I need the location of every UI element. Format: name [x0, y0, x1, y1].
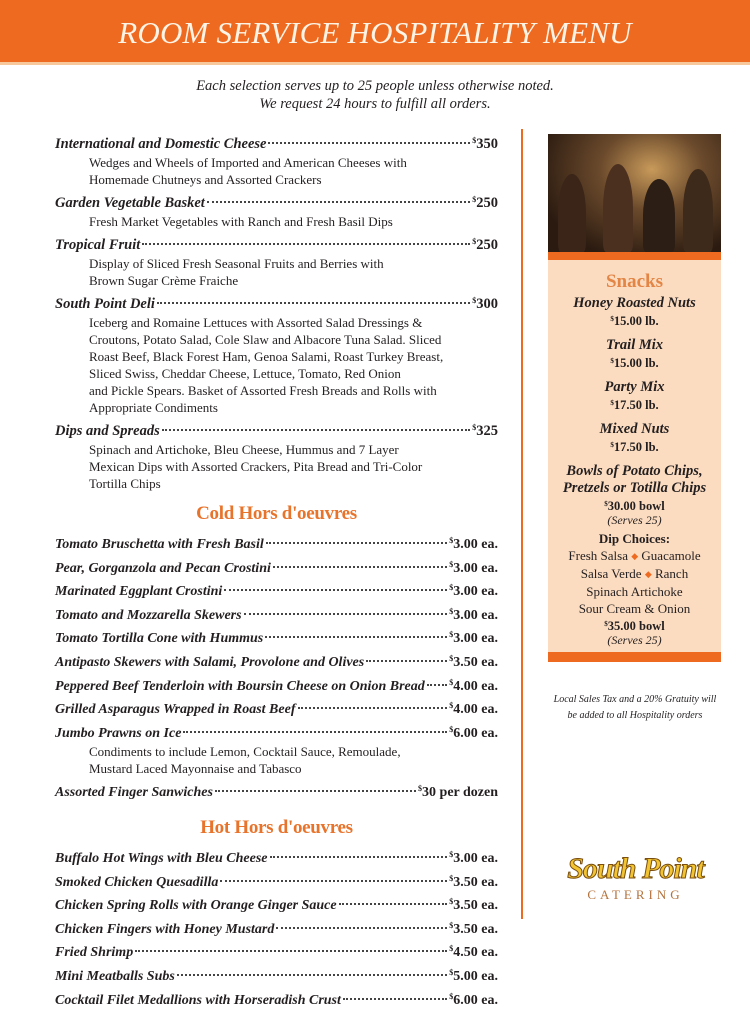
snacks-panel [548, 252, 721, 662]
dot-leader [244, 613, 448, 615]
dip: Guacamole [641, 548, 700, 563]
menu-item [55, 649, 498, 673]
snack-price: $30.00 bowl [548, 497, 721, 513]
menu-left-column [55, 129, 498, 1010]
note-line: Local Sales Tax and a 20% Gratuity will [540, 692, 730, 708]
event-photo [548, 134, 721, 252]
diamond-icon: ◆ [631, 551, 638, 561]
dot-leader [135, 950, 447, 952]
snack-name: Bowls of Potato Chips, [548, 463, 721, 480]
cold-list [55, 531, 498, 803]
item-price: $4.00 ea. [449, 673, 498, 697]
dot-leader [220, 880, 447, 882]
item-name: International and Domestic Cheese [55, 135, 266, 154]
item-description [55, 154, 498, 188]
description-line: Sliced Swiss, Cheddar Cheese, Lettuce, Tomato, Red Onion [89, 365, 498, 382]
item-name: Marinated Eggplant Crostini [55, 582, 222, 602]
item-name: Tomato Tortilla Cone with Hummus [55, 629, 263, 649]
menu-item [55, 939, 498, 963]
serves-note: (Serves 25) [548, 633, 721, 648]
dip: Sour Cream & Onion [548, 600, 721, 617]
dot-leader [183, 731, 447, 733]
dot-leader [273, 566, 447, 568]
menu-item [55, 916, 498, 940]
dot-leader [339, 903, 448, 905]
description-line: Fresh Market Vegetables with Ranch and Fresh Basil Dips [89, 213, 498, 230]
item-name: Pear, Gorganzola and Pecan Crostini [55, 559, 271, 579]
menu-item [55, 232, 498, 255]
description-line: Condiments to include Lemon, Cocktail Sauce, Remoulade, [89, 743, 498, 760]
price-value: 3.00 ea. [453, 537, 498, 552]
price-value: 250 [476, 195, 498, 211]
menu-item [55, 892, 498, 916]
item-name: Jumbo Prawns on Ice [55, 724, 181, 744]
snack-name: Honey Roasted Nuts [548, 295, 721, 312]
snack-name: Party Mix [548, 379, 721, 396]
price-value: 3.00 ea. [453, 584, 498, 599]
cold-section-title: Cold Hors d'oeuvres [55, 503, 498, 525]
dot-leader [270, 856, 448, 858]
dip: Fresh Salsa [568, 548, 628, 563]
dot-leader [207, 201, 470, 203]
tax-note [540, 692, 730, 724]
intro-line: We request 24 hours to fulfill all orders. [0, 95, 750, 113]
dip-price: $35.00 bowl [548, 617, 721, 633]
dip-title: Dip Choices: [548, 530, 721, 547]
dot-leader [427, 684, 448, 686]
dot-leader [142, 243, 470, 245]
description-line: Appropriate Condiments [89, 399, 498, 416]
dip-line [548, 565, 721, 583]
dot-leader [298, 707, 448, 709]
logo-wordmark: South Point [553, 853, 718, 885]
description-line: Croutons, Potato Salad, Cole Slaw and Albacore Tuna Salad. Sliced [89, 331, 498, 348]
price-value: 300 [476, 296, 498, 312]
hot-list [55, 845, 498, 1010]
item-price: $4.00 ea. [449, 696, 498, 720]
dot-leader [224, 589, 447, 591]
item-name: Cocktail Filet Medallions with Horseradish Crust [55, 991, 341, 1010]
platters-list [55, 131, 498, 492]
price-value: 3.00 ea. [453, 561, 498, 576]
item-name: Chicken Spring Rolls with Orange Ginger Sauce [55, 896, 337, 916]
item-name: Mini Meatballs Subs [55, 967, 175, 987]
menu-item [55, 673, 498, 697]
price-value: 3.00 ea. [453, 608, 498, 623]
description-line: Display of Sliced Fresh Seasonal Fruits and Berries with [89, 255, 498, 272]
item-name: South Point Deli [55, 295, 155, 314]
menu-item [55, 578, 498, 602]
item-price: $4.50 ea. [449, 939, 498, 963]
item-name: Buffalo Hot Wings with Bleu Cheese [55, 849, 268, 869]
price-value: 4.00 ea. [453, 702, 498, 717]
dip: Salsa Verde [581, 566, 642, 581]
price-value: 4.00 ea. [453, 679, 498, 694]
menu-item [55, 190, 498, 213]
menu-item [55, 555, 498, 579]
price-value: 5.00 ea. [453, 969, 498, 984]
menu-item [55, 779, 498, 803]
item-description [55, 314, 498, 416]
item-description [55, 255, 498, 289]
description-line: Mexican Dips with Assorted Crackers, Pita Bread and Tri-Color [89, 458, 498, 475]
dot-leader [177, 974, 447, 976]
serves-note: (Serves 25) [548, 513, 721, 528]
header-banner [0, 0, 750, 65]
item-price: $3.50 ea. [449, 869, 498, 893]
dot-leader [366, 660, 447, 662]
description-line: Brown Sugar Crème Fraiche [89, 272, 498, 289]
item-price: $6.00 ea. [449, 987, 498, 1010]
menu-item [55, 291, 498, 314]
price-value: 3.00 ea. [453, 851, 498, 866]
page-title: ROOM SERVICE HOSPITALITY MENU [0, 0, 750, 66]
price-value: 35.00 bowl [608, 619, 665, 633]
price-value: 3.50 ea. [453, 875, 498, 890]
description-line: and Pickle Spears. Basket of Assorted Fresh Breads and Rolls with [89, 382, 498, 399]
intro-line: Each selection serves up to 25 people unless otherwise noted. [0, 77, 750, 95]
item-price: $6.00 ea. [449, 720, 498, 744]
price-value: 30.00 bowl [608, 499, 665, 513]
item-price: $30 per dozen [418, 779, 498, 803]
dip: Ranch [655, 566, 688, 581]
dip: Spinach Artichoke [548, 583, 721, 600]
item-price: $3.00 ea. [449, 555, 498, 579]
item-price: $3.00 ea. [449, 531, 498, 555]
price-value: 3.50 ea. [453, 922, 498, 937]
menu-item [55, 696, 498, 720]
item-name: Antipasto Skewers with Salami, Provolone and Olives [55, 653, 364, 673]
dot-leader [265, 636, 447, 638]
item-price: $3.50 ea. [449, 649, 498, 673]
menu-item [55, 869, 498, 893]
logo-subtitle: CATERING [553, 887, 718, 903]
price-value: 6.00 ea. [453, 993, 498, 1008]
item-price: $325 [472, 418, 498, 441]
price-value: 30 per dozen [422, 785, 498, 800]
dot-leader [157, 302, 470, 304]
item-price: $350 [472, 131, 498, 154]
item-price: $3.00 ea. [449, 602, 498, 626]
price-value: 250 [476, 237, 498, 253]
item-description [55, 213, 498, 230]
snacks-list [548, 295, 721, 454]
item-name: Garden Vegetable Basket [55, 194, 205, 213]
price-value: 17.50 lb. [614, 398, 659, 412]
snack-price: $15.00 lb. [548, 354, 721, 370]
item-price: $3.50 ea. [449, 892, 498, 916]
price-value: 350 [476, 136, 498, 152]
dot-leader [215, 790, 416, 792]
description-line: Wedges and Wheels of Imported and American Cheeses with [89, 154, 498, 171]
item-name: Tomato and Mozzarella Skewers [55, 606, 242, 626]
snacks-title: Snacks [548, 271, 721, 293]
price-value: 17.50 lb. [614, 440, 659, 454]
menu-item [55, 131, 498, 154]
item-name: Assorted Finger Sanwiches [55, 783, 213, 803]
description-line: Roast Beef, Black Forest Ham, Genoa Salami, Roast Turkey Breast, [89, 348, 498, 365]
dot-leader [162, 429, 471, 431]
menu-item [55, 602, 498, 626]
menu-item [55, 963, 498, 987]
note-line: be added to all Hospitality orders [540, 708, 730, 724]
dot-leader [266, 542, 448, 544]
menu-item [55, 625, 498, 649]
item-name: Grilled Asparagus Wrapped in Roast Beef [55, 700, 296, 720]
item-description [55, 743, 498, 777]
item-name: Peppered Beef Tenderloin with Boursin Cheese on Onion Bread [55, 677, 425, 697]
diamond-icon: ◆ [645, 569, 652, 579]
item-name: Tomato Bruschetta with Fresh Basil [55, 535, 264, 555]
snack-name: Trail Mix [548, 337, 721, 354]
snack-price: $15.00 lb. [548, 312, 721, 328]
item-price: $250 [472, 190, 498, 213]
item-price: $3.00 ea. [449, 578, 498, 602]
price-value: 325 [476, 423, 498, 439]
price-value: 3.50 ea. [453, 898, 498, 913]
price-value: 3.50 ea. [453, 655, 498, 670]
snack-name: Pretzels or Totilla Chips [548, 480, 721, 497]
description-line: Tortilla Chips [89, 475, 498, 492]
dot-leader [268, 142, 470, 144]
description-line: Iceberg and Romaine Lettuces with Assorted Salad Dressings & [89, 314, 498, 331]
intro-text [0, 77, 750, 113]
snack-price: $17.50 lb. [548, 438, 721, 454]
dot-leader [343, 998, 447, 1000]
item-name: Chicken Fingers with Honey Mustard [55, 920, 274, 940]
item-name: Dips and Spreads [55, 422, 160, 441]
dot-leader [276, 927, 447, 929]
price-value: 6.00 ea. [453, 726, 498, 741]
item-price: $250 [472, 232, 498, 255]
item-name: Fried Shrimp [55, 943, 133, 963]
price-value: 4.50 ea. [453, 945, 498, 960]
menu-item [55, 987, 498, 1010]
menu-item [55, 720, 498, 744]
item-price: $5.00 ea. [449, 963, 498, 987]
dip-line [548, 547, 721, 565]
snack-price: $17.50 lb. [548, 396, 721, 412]
item-name: Smoked Chicken Quesadilla [55, 873, 218, 893]
hot-section-title: Hot Hors d'oeuvres [55, 817, 498, 839]
menu-item [55, 845, 498, 869]
item-price: $3.00 ea. [449, 845, 498, 869]
price-value: 15.00 lb. [614, 314, 659, 328]
description-line: Spinach and Artichoke, Bleu Cheese, Hummus and 7 Layer [89, 441, 498, 458]
snack-name: Mixed Nuts [548, 421, 721, 438]
item-price: $3.50 ea. [449, 916, 498, 940]
description-line: Homemade Chutneys and Assorted Crackers [89, 171, 498, 188]
menu-item [55, 531, 498, 555]
item-name: Tropical Fruit [55, 236, 140, 255]
price-value: 15.00 lb. [614, 356, 659, 370]
item-price: $3.00 ea. [449, 625, 498, 649]
item-price: $300 [472, 291, 498, 314]
divider-line [521, 129, 523, 919]
description-line: Mustard Laced Mayonnaise and Tabasco [89, 760, 498, 777]
south-point-catering-logo [553, 853, 718, 903]
item-description [55, 441, 498, 492]
menu-item [55, 418, 498, 441]
price-value: 3.00 ea. [453, 631, 498, 646]
